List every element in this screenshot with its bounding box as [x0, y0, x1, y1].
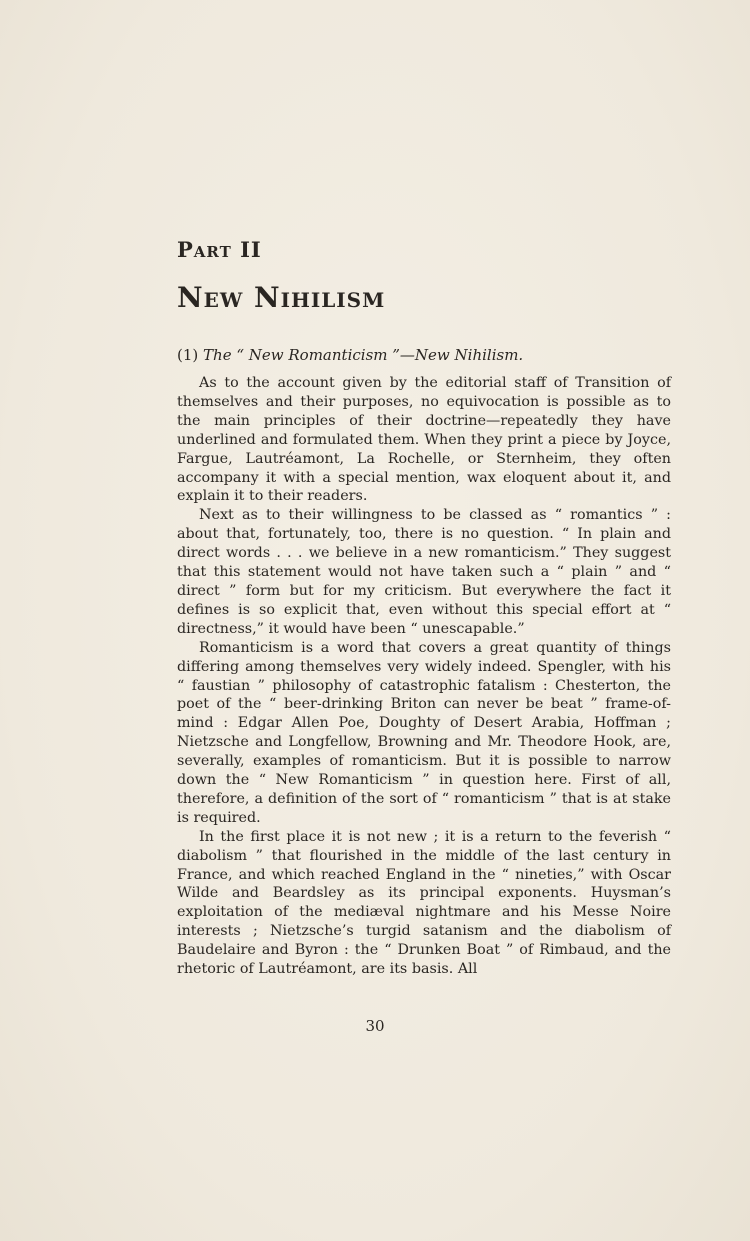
paragraph: Romanticism is a word that covers a great quantity of things differing among themselves very widely indeed. Spengler, with his “ faustian ” philosophy of catastrophic fatalism : Chesterton, the poet of the “ beer-drinking Briton can never be beat ” frame-of-mind : Edgar Allen Poe, Doughty of Desert Arabia, Hoffman ; Nietzsche and Longfellow, Browning and Mr. Theodore Hook, are, severally, examples of romanticism. But it is possible to narrow down the “ New Romanticism ” in question here. First of all, therefore, a definition of the sort of “ romanticism ” that is at stake is required. — [177, 639, 671, 826]
part-label: Part II — [177, 237, 262, 262]
section-title: The “ New Romanticism ”—New Nihilism. — [203, 346, 524, 364]
section-number: (1) — [177, 346, 199, 364]
page-number: 30 — [365, 1017, 385, 1035]
text-block — [177, 235, 671, 979]
paragraph: As to the account given by the editorial staff of Transition of themselves and their purposes, no equivocation is possible as to the main principles of their doctrine—repeatedly they have underlined and formulated them. When they print a piece by Joyce, Fargue, Lautréamont, La Rochelle, or Sternheim, they often accompany it with a special mention, wax eloquent about it, and explain it to their readers. — [177, 375, 671, 505]
chapter-title: New Nihilism — [177, 281, 386, 314]
paragraph: Next as to their willingness to be classed as “ romantics ” : about that, fortunately, too, there is no question. “ In plain and direct words . . . we believe in a new romanticism.” They suggest that this statement would not have taken such a “ plain ” and “ direct ” form but for my criticism. But everywhere the fact it defines is so explicit that, even without this special effort at “ directness,” it would have been “ unescapable.” — [177, 507, 671, 637]
section-heading — [177, 345, 671, 365]
paragraph: In the first place it is not new ; it is a return to the feverish “ diabolism ” that flourished in the middle of the last century in France, and which reached England in the “ nineties,” with Oscar Wilde and Beardsley as its principal exponents. Huysman’s exploitation of the mediæval nightmare and his Messe Noire interests ; Nietzsche’s turgid satanism and the diabolism of Baudelaire and Byron : the “ Drunken Boat ” of Rimbaud, and the rhetoric of Lautréamont, are its basis. All — [177, 828, 671, 978]
